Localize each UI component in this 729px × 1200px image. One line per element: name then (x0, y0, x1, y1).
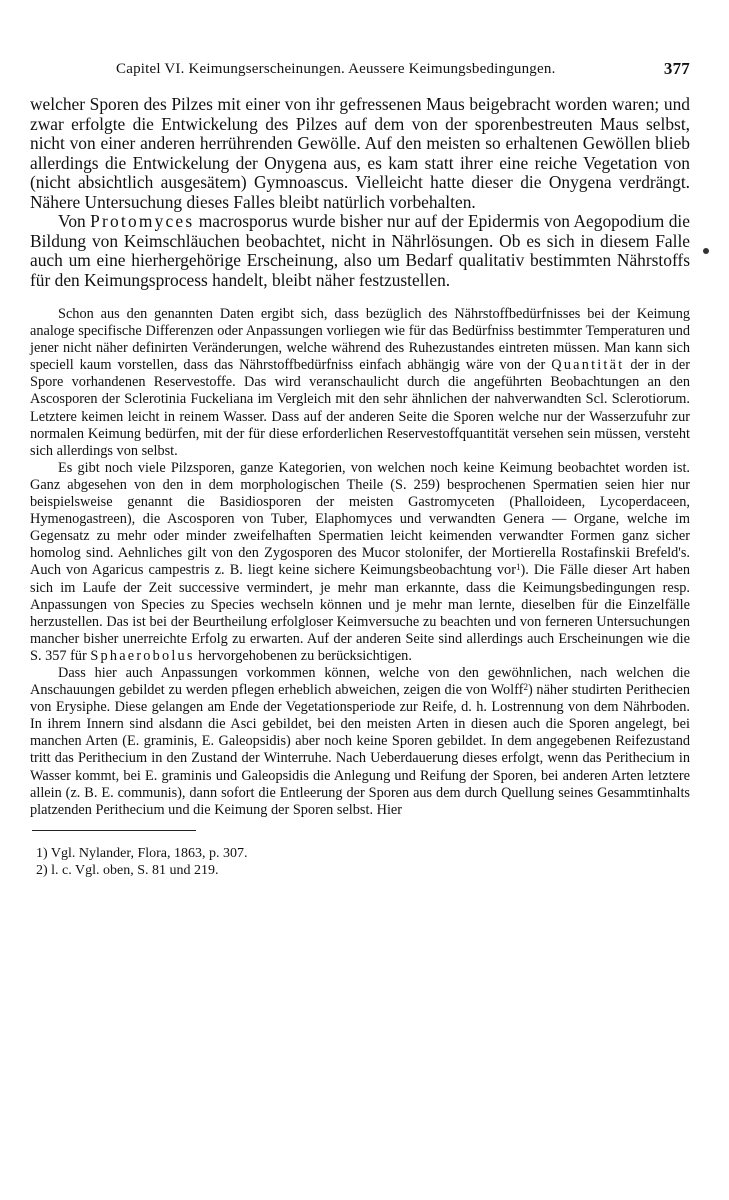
small-paragraph-1-rest: der in der Spore vorhandenen Reservestoffe. Das wird veranschaulicht durch die angeführten Beobachtungen an den Ascosporen der Sclerotinia Fuckeliana im Vergleich mit den sehr ähnlichen der nahverwandten Scl. Sclerotiorum. Letztere keimen leicht in reinem Wasser. Dass auf der anderen Seite die Sporen welche nur der Wasserzufuhr zur normalen Keimung bedürfen, mit der für diese erforderlichen Reservestoffquantität versehen sein müssen, versteht sich allerdings von selbst. (30, 357, 690, 459)
genus-protomyces: Protomyces (90, 211, 195, 231)
main-paragraph-1: welcher Sporen des Pilzes mit einer von ihr gefressenen Maus beigebracht worden waren; und zwar erfolgte die Entwickelung des Pilzes auf dem von der sporenbestreuten Maus selbst, nicht von einer anderen herrührenden Gewölle. Auf den meisten so erhaltenen Gewöllen blieb allerdings die Entwickelung der Onygena aus, es kam statt ihrer eine reiche Vegetation von (nicht absichtlich ausgesätem) Gymnoascus. Vielleicht hatte dieser die Onygena verdrängt. Nähere Untersuchung dieses Falles bleibt natürlich vorbehalten. (30, 94, 690, 212)
page-number: 377 (663, 59, 690, 78)
book-page (30, 55, 690, 879)
running-head (30, 55, 690, 85)
footnote-divider (32, 830, 196, 831)
main-paragraph-2 (30, 212, 690, 290)
small-print-text (30, 306, 690, 819)
footnote-1: 1) Vgl. Nylander, Flora, 1863, p. 307. (36, 845, 248, 861)
small-paragraph-1-lead: Schon aus den genannten Daten ergibt sich, dass bezüglich des Nährstoffbedürfnisses bei der Keimung analoge specifische Differenzen oder Anpassungen vorliegen wie für das Bedürfniss bestimmter Temperaturen und jener nicht näher definirten Veränderungen, welche während des Ruhezustandes eintreten müssen. Man kann sich speciell kaum vorstellen, dass das Nährstoffbedürfniss einfach abhängig wäre von der (30, 306, 690, 374)
small-paragraph-3-rest: ) näher studirten Perithecien von Erysiphe. Diese gelangen am Ende der Vegetationsperiode zur Reife, d. h. Lostrennung von dem Nährboden. In ihrem Innern sind alsdann die Asci gebildet, bei den meisten Arten in diesen auch die Sporen angelegt, bei manchen Arten (E. graminis, E. Galeopsidis) aber noch keine Sporen gebildet. In dem angegebenen Reifezustand tritt das Perithecium in den Zustand der Winterruhe. Nach Ueberdauerung dieses erfolgt, wenn das Perithecium in Wasser kommt, bei E. graminis und Galeopsidis die Anlegung und Reifung der Sporen, bei anderen Arten letztere allein (z. B. E. communis), dann sofort die Entleerung der Sporen aus dem durch Quellung seines Gesammtinhalts platzenden Perithecium und die Keimung der Sporen selbst. Hier (30, 682, 691, 818)
small-paragraph-2-middle: ). Die Fälle dieser Art haben sich im Laufe der Zeit successive vermindert, je mehr man erkannte, dass die Keimungsbedingungen resp. Anpassungen von Species zu Species wechseln können und je mehr man lernte, dieselben für die Einzelfälle herzustellen. Das ist bei der Beurtheilung erfolgloser Keimversuche zu beachten und von ferneren Untersuchungen mancher bisher unerreichte Erfolg zu erwarten. Auf der anderen Seite sind allerdings auch Erscheinungen wie die S. 357 für (30, 562, 690, 664)
footnote-ref-1[interactable]: 1 (515, 562, 521, 573)
small-paragraph-2 (30, 460, 690, 665)
main-paragraph-2-lead: Von (58, 211, 91, 231)
footnote-ref-2[interactable]: 2 (523, 682, 528, 693)
small-paragraph-3 (30, 665, 690, 819)
small-paragraph-3-lead: Dass hier auch Anpassungen vorkommen können, welche von den gewöhnlichen, nach welchen die Anschauungen gebildet zu werden pflegen erheblich abweichen, zeigen die von Wolff (30, 664, 690, 699)
small-paragraph-1 (30, 306, 690, 460)
small-paragraph-2-rest: hervorgehobenen zu berücksichtigen. (194, 647, 412, 664)
ink-speck (703, 248, 709, 254)
footnotes (30, 845, 690, 879)
main-text (30, 95, 690, 290)
emphasis-quantitaet: Quantität (551, 357, 625, 374)
chapter-title: Capitel VI. Keimungserscheinungen. Aeussere Keimungsbedingungen. (116, 61, 556, 77)
footnote-2: 2) l. c. Vgl. oben, S. 81 und 219. (36, 862, 219, 878)
genus-sphaerobolus: Sphaerobolus (90, 647, 195, 664)
small-paragraph-2-lead: Es gibt noch viele Pilzsporen, ganze Kategorien, von welchen noch keine Keimung beobachtet worden ist. Ganz abgesehen von den in dem morphologischen Theile (S. 259) besprochenen Spermatien seien hier nur beispielsweise genannt die Basidiosporen der meisten Gastromyceten (Phalloideen, Lycoperdaceen, Hymenogastreen), die Ascosporen von Tuber, Elaphomyces und verwandten Genera — Organe, welche im Gegensatz zu mehr oder minder zweifelhaften Spermatien leicht keimenden verwandter Formen ganz sicher homolog sind. Aehnliches gilt von den Zygosporen des Mucor stolonifer, der Mortierella Rostafinskii Brefeld's. Auch von Agaricus campestris z. B. liegt keine sichere Keimungsbeobachtung vor (30, 459, 690, 579)
main-paragraph-2-rest: macrosporus wurde bisher nur auf der Epidermis von Aegopodium die Bildung von Keimschläuchen beobachtet, nicht in Nährlösungen. Ob es sich in diesem Falle auch um eine hierhergehörige Erscheinung, also um Bedarf qualitativ bestimmten Nährstoffs für den Keimungsprocess handelt, bleibt näher festzustellen. (30, 211, 690, 290)
